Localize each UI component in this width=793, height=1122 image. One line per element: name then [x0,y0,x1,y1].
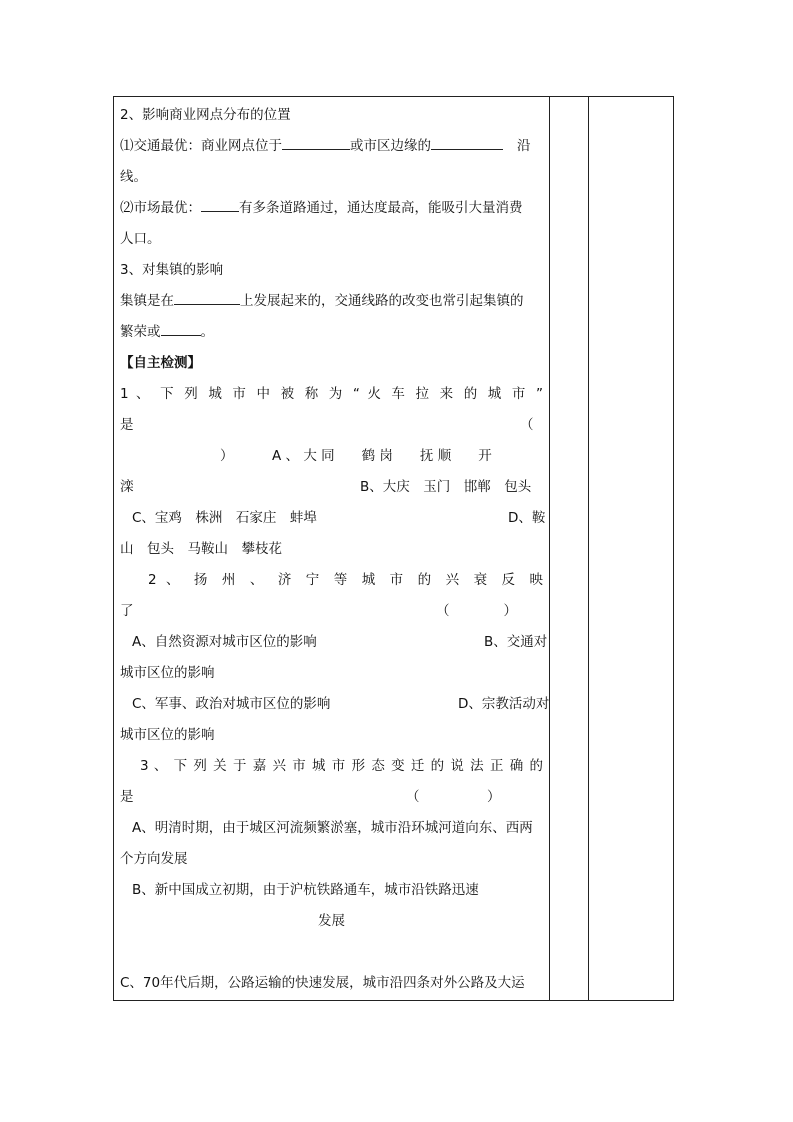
question-1-stem-end [120,410,543,441]
q3-option-b: B、新中国成立初期，由于沪杭铁路通车，城市沿铁路迅速 [132,882,479,898]
question-1-stem: 1 、 下 列 城 市 中 被 称 为 “ 火 车 拉 来 的 城 市 ” [120,386,543,402]
q1-option-d-cont: 山 包头 马鞍山 攀枝花 [120,541,282,557]
question-3-stem-end [120,782,543,813]
fill-blank-4[interactable] [174,291,240,305]
s3-text-a: 集镇是在 [120,293,174,309]
section-3-title: 3、对集镇的影响 [120,262,224,278]
section-2-title: 2、影响商业网点分布的位置 [120,107,291,123]
q2-le: 了 [120,603,134,619]
fill-blank-2[interactable] [431,136,503,150]
q1-paren-left: （ [520,417,534,433]
s2-1-text-a: ⑴交通最优：商业网点位于 [120,138,282,154]
column-divider-2 [588,97,589,1000]
s2-1-text-c: 沿 [517,138,531,154]
q2-option-ab-line [120,627,548,658]
self-check-title: 【自主检测】 [120,355,201,371]
q2-option-d-cont: 城市区位的影响 [120,727,215,743]
s2-2-text-c: 人口。 [120,231,161,247]
s2-2-text-a: ⑵市场最优： [120,200,201,216]
q1-option-a-cont: 滦 [120,479,134,495]
q1-option-c-line [120,503,546,534]
question-2-stem: 2 、 扬 州 、 济 宁 等 城 市 的 兴 衰 反 映 [148,572,543,588]
s2-1-text-b: 或市区边缘的 [350,138,431,154]
fill-blank-3[interactable] [201,198,239,212]
q3-option-b-cont: 发展 [318,913,345,929]
q1-option-b-line [120,472,543,503]
q1-shi: 是 [120,417,134,433]
main-content-cell [120,100,550,999]
fill-blank-1[interactable] [282,136,350,150]
q3-shi: 是 [120,789,134,805]
q2-option-a: A、自然资源对城市区位的影响 [132,634,317,650]
q2-option-d: D、宗教活动对 [458,696,550,712]
q2-option-c: C、军事、政治对城市区位的影响 [132,696,331,712]
s2-item-2 [120,193,543,224]
q1-option-d: D、鞍 [508,510,546,526]
blank-spacer [120,937,543,968]
q1-option-a-line [120,441,543,472]
column-divider-1 [549,97,550,1000]
q3-option-c: C、70年代后期，公路运输的快速发展，城市沿四条对外公路及大运 [120,975,525,991]
q1-option-a: A 、 大 同 鹤 岗 抚 顺 开 [272,448,492,464]
q1-paren-right: ） [220,448,234,464]
s3-text-c: 繁荣或 [120,324,161,340]
s3-text-d: 。 [200,324,214,340]
s3-item-cont [120,317,543,348]
s2-2-text-b: 有多条道路通过，通达度最高，能吸引大量消费 [239,200,523,216]
q2-answer-paren[interactable]: （ ） [436,603,517,619]
q2-option-cd-line [120,689,550,720]
q3-option-a-cont: 个方向发展 [120,851,188,867]
s2-item-1 [120,131,543,162]
question-2-stem-end [120,596,543,627]
q3-option-a: A、明清时期，由于城区河流频繁淤塞，城市沿环城河道向东、西两 [132,820,533,836]
fill-blank-5[interactable] [161,322,201,336]
s3-text-b: 上发展起来的，交通线路的改变也常引起集镇的 [240,293,524,309]
s3-item [120,286,543,317]
q1-option-b: B、大庆 玉门 邯郸 包头 [360,479,532,495]
worksheet-table [113,96,674,1001]
q2-option-b: B、交通对 [484,634,548,650]
q1-option-c: C、宝鸡 株洲 石家庄 蚌埠 [132,510,317,526]
q2-option-b-cont: 城市区位的影响 [120,665,215,681]
s2-1-text-d: 线。 [120,169,147,185]
q3-answer-paren[interactable]: （ ） [406,789,501,805]
question-3-stem: 3 、 下 列 关 于 嘉 兴 市 城 市 形 态 变 迁 的 说 法 正 确 的 [140,758,543,774]
